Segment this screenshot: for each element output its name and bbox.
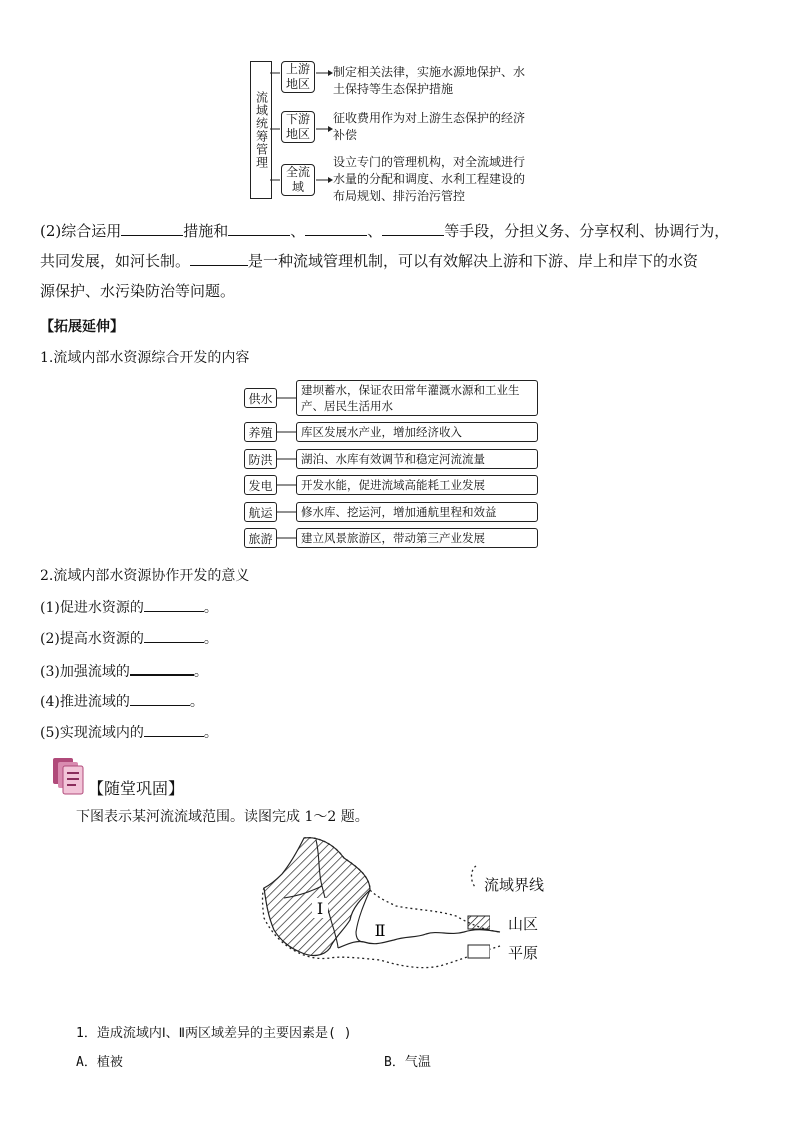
consolidation-title: 【随堂巩固】	[88, 779, 185, 798]
answer-blank[interactable]	[130, 660, 194, 676]
significance-item	[40, 722, 218, 742]
map-intro: 下图表示某河流流域范围。读图完成 1～2 题。	[76, 809, 369, 825]
dev-desc-aquaculture: 库区发展水产业，增加经济收入	[296, 422, 538, 442]
question-1-stem: 1．造成流域内Ⅰ、Ⅱ两区域差异的主要因素是( )	[76, 1026, 352, 1041]
answer-blank[interactable]	[228, 217, 290, 236]
dev-desc-tourism: 建立风景旅游区，带动第三产业发展	[296, 528, 538, 548]
plain-legend-icon	[468, 945, 490, 958]
dev-tag-power: 发电	[244, 475, 277, 495]
answer-blank[interactable]	[144, 628, 204, 643]
legend-boundary-label: 流域界线	[484, 876, 545, 894]
diagram-vertical-label: 流域统筹管理	[250, 61, 272, 199]
mountain-region	[264, 838, 370, 956]
dev-desc-flood-control: 湖泊、水库有效调节和稳定河流流量	[296, 449, 538, 469]
significance-suffix: 。	[203, 600, 218, 616]
significance-suffix: 。	[189, 694, 204, 710]
significance-prefix: (3)加强流域的	[40, 664, 130, 680]
region-downstream: 下游地区	[281, 111, 315, 143]
significance-item	[40, 691, 204, 711]
para2-text-2: 措施和	[183, 222, 229, 240]
answer-blank[interactable]	[130, 691, 190, 706]
section2-title: 2.流域内部水资源协作开发的意义	[40, 568, 250, 584]
answer-blank[interactable]	[144, 597, 204, 612]
region-1-label: I	[316, 899, 324, 918]
option-a[interactable]: A．植被	[76, 1055, 123, 1070]
para2-text-4: 、	[367, 222, 383, 240]
region-whole-desc: 设立专门的管理机构，对全流域进行水量的分配和调度、水利工程建设的布局规划、排污治污管控	[333, 155, 526, 203]
region-upstream-desc: 制定相关法律，实施水源地保护、水土保持等生态保护措施	[333, 65, 526, 96]
dev-tag-water-supply: 供水	[244, 388, 277, 408]
dev-tag-tourism: 旅游	[244, 528, 277, 548]
dev-tag-shipping: 航运	[244, 502, 277, 522]
para2-text-3: 、	[290, 222, 306, 240]
significance-suffix: 。	[193, 664, 208, 680]
answer-blank[interactable]	[190, 247, 248, 266]
significance-item	[40, 660, 208, 681]
answer-blank[interactable]	[144, 722, 204, 737]
region-upstream: 上游地区	[281, 61, 315, 93]
answer-blank[interactable]	[382, 217, 444, 236]
significance-item	[40, 628, 218, 648]
significance-item	[40, 597, 218, 617]
significance-prefix: (2)提高水资源的	[40, 631, 144, 647]
dev-tag-aquaculture: 养殖	[244, 422, 277, 442]
dev-tag-flood-control: 防洪	[244, 449, 277, 469]
paragraph-2	[40, 216, 775, 306]
significance-suffix: 。	[203, 631, 218, 647]
answer-blank[interactable]	[121, 217, 183, 236]
region-whole: 全流域	[281, 164, 315, 196]
book-icon	[50, 756, 86, 796]
significance-prefix: (5)实现流域内的	[40, 725, 144, 741]
para2-text-8: 源保护、水污染防治等问题。	[40, 282, 236, 300]
mountain-legend-icon	[468, 916, 490, 929]
answer-blank[interactable]	[305, 217, 367, 236]
legend-plain-label: 平原	[508, 944, 539, 962]
significance-prefix: (1)促进水资源的	[40, 600, 144, 616]
significance-suffix: 。	[203, 725, 218, 741]
significance-prefix: (4)推进流域的	[40, 694, 130, 710]
region-2-label: Ⅱ	[374, 921, 386, 940]
development-connectors	[276, 378, 298, 553]
para2-text-6: 共同发展，如河长制。	[40, 252, 191, 270]
region-downstream-desc: 征收费用作为对上游生态保护的经济补偿	[333, 111, 526, 142]
option-b[interactable]: B．气温	[384, 1055, 431, 1070]
section1-title: 1.流域内部水资源综合开发的内容	[40, 350, 250, 366]
river-basin-map	[260, 836, 560, 986]
dev-desc-water-supply: 建坝蓄水，保证农田常年灌溉水源和工业生产、居民生活用水	[296, 380, 538, 416]
para2-text-5: 等手段，分担义务、分享权利、协调行为，	[444, 222, 730, 240]
legend-mountain-label: 山区	[508, 915, 539, 933]
dev-desc-power: 开发水能，促进流域高能耗工业发展	[296, 475, 538, 495]
extension-title: 【拓展延伸】	[40, 319, 124, 335]
para2-text-7: 是一种流域管理机制，可以有效解决上游和下游、岸上和岸下的水资	[248, 252, 699, 270]
para2-text-1: (2)综合运用	[40, 222, 122, 240]
dev-desc-shipping: 修水库、挖运河，增加通航里程和效益	[296, 502, 538, 522]
boundary-legend-icon	[472, 866, 477, 888]
